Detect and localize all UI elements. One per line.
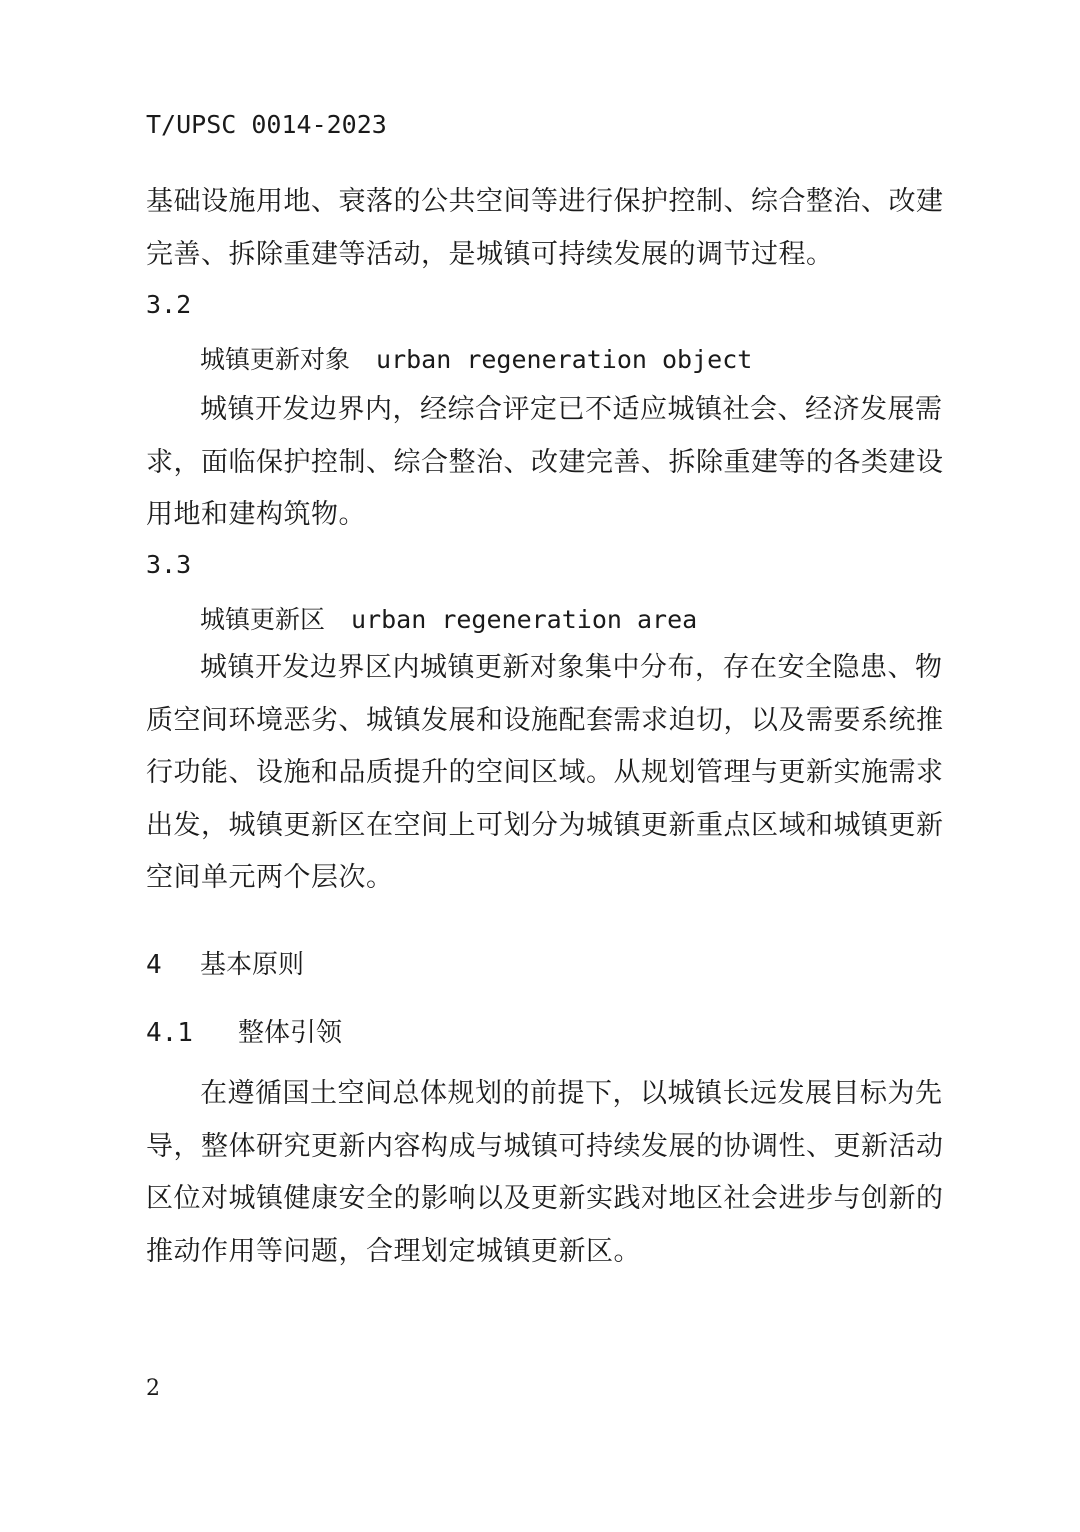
section-number-3-2: 3.2 [146, 290, 192, 319]
term-en: urban regeneration area [351, 605, 698, 634]
continued-paragraph: 基础设施用地、衰落的公共空间等进行保护控制、综合整治、改建完善、拆除重建等活动，是城镇可持续发展的调节过程。 [146, 186, 944, 270]
term-zh: 城镇更新区 [200, 605, 326, 634]
definition-3-2: 城镇开发边界内，经综合评定已不适应城镇社会、经济发展需求，面临保护控制、综合整治、改建完善、拆除重建等的各类建设用地和建构筑物。 [146, 394, 944, 530]
definition-3-3: 城镇开发边界区内城镇更新对象集中分布，存在安全隐患、物质空间环境恶劣、城镇发展和设施配套需求迫切，以及需要系统推行功能、设施和品质提升的空间区域。从规划管理与更新实施需求出发，城镇更新区在空间上可划分为城镇更新重点区域和城镇更新空间单元两个层次。 [146, 652, 944, 893]
term-entry-3-3 [200, 600, 697, 636]
section-heading-4-1 [146, 1012, 342, 1049]
section-number-3-3: 3.3 [146, 550, 192, 579]
term-entry-3-2 [200, 340, 752, 376]
heading-number: 4.1 [146, 1018, 193, 1048]
term-en: urban regeneration object [376, 345, 753, 374]
standard-code: T/UPSC 0014-2023 [146, 110, 387, 139]
heading-title: 整体引领 [238, 1018, 343, 1048]
heading-title: 基本原则 [200, 950, 305, 980]
body-4-1: 在遵循国土空间总体规划的前提下，以城镇长远发展目标为先导，整体研究更新内容构成与城镇可持续发展的协调性、更新活动区位对城镇健康安全的影响以及更新实践对地区社会进步与创新的推动作用等问题，合理划定城镇更新区。 [146, 1078, 944, 1267]
page-number: 2 [146, 1376, 160, 1401]
section-heading-4 [146, 944, 304, 981]
heading-number: 4 [146, 950, 162, 980]
term-zh: 城镇更新对象 [200, 345, 351, 374]
